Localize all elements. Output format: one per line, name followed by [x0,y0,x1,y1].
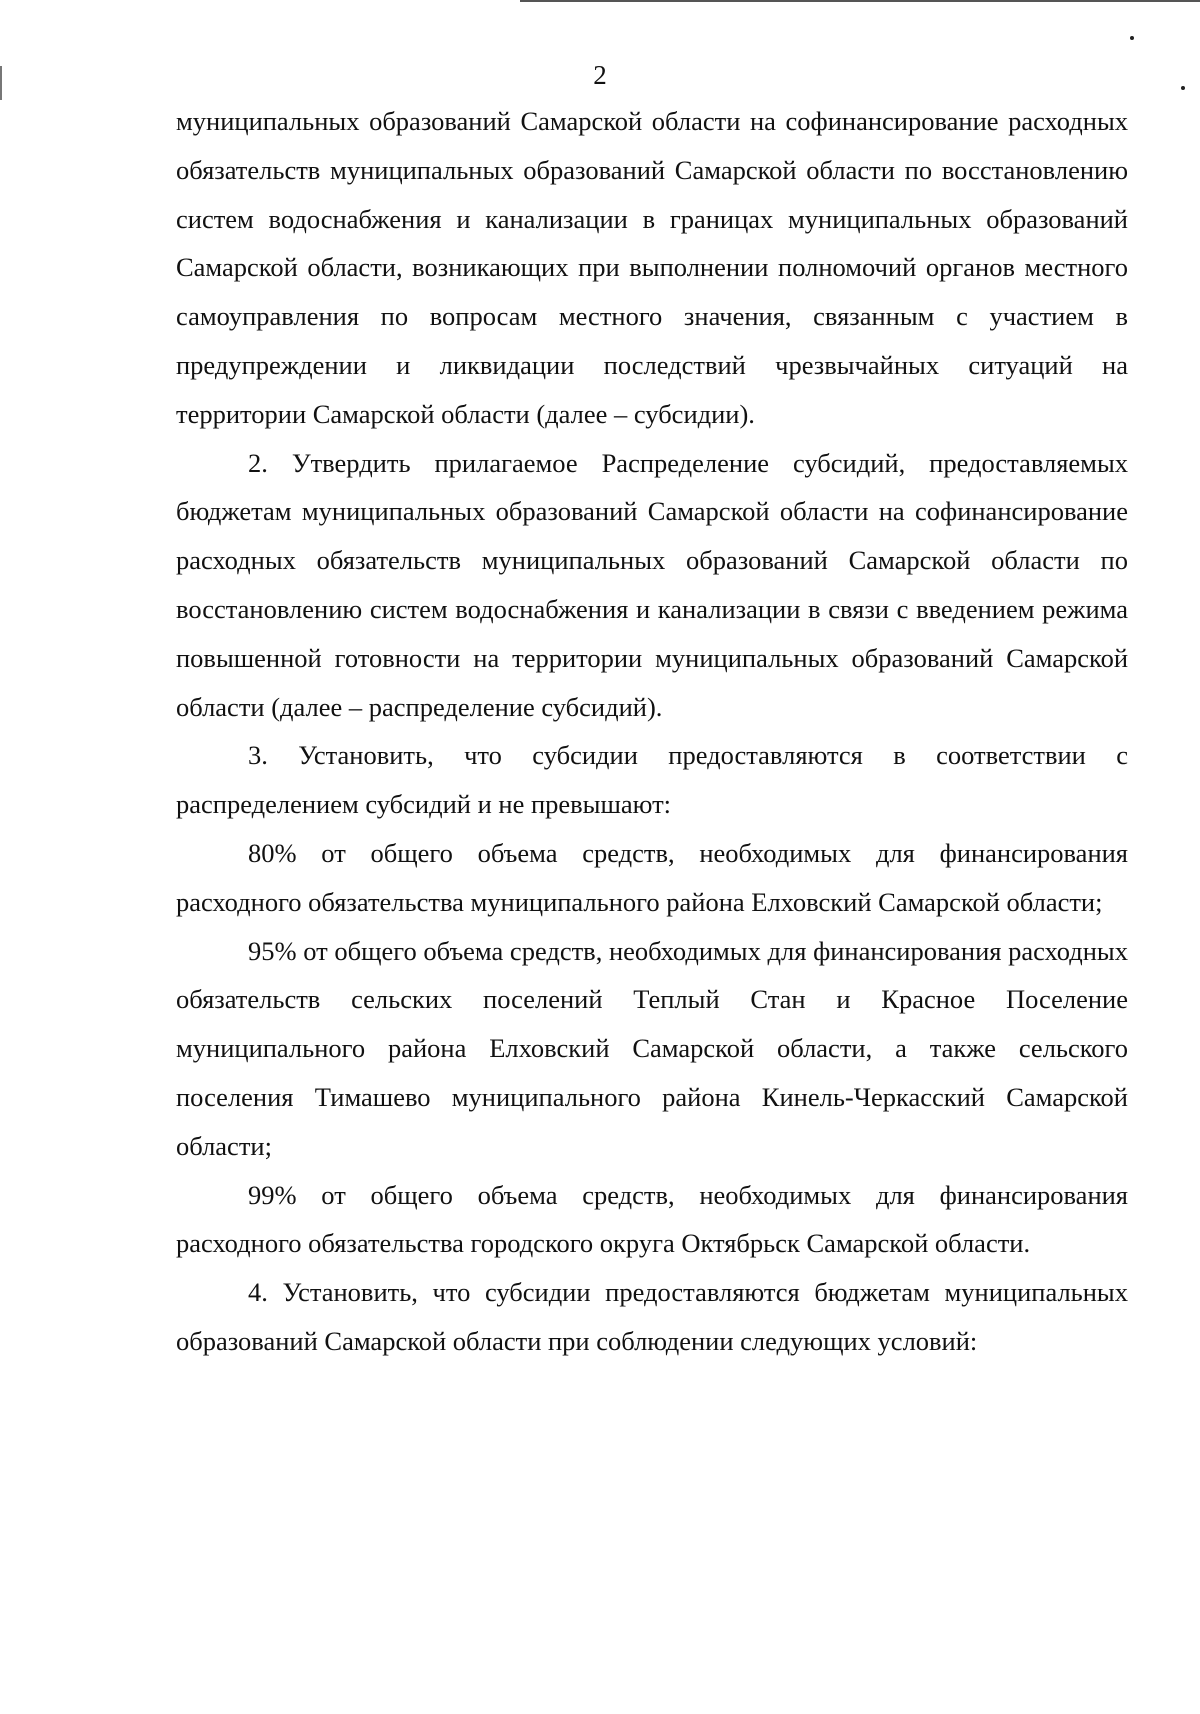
document-body [176,97,1128,1366]
page-number: 2 [593,60,607,90]
top-edge-line [520,0,1200,2]
paragraph-subsidies-definition: муниципальных образований Самарской области на софинансирование расходных обязательств муниципальных образований Самарской области по восстановлению систем водоснабжения и канализации в границах муниципальных образований Самарской области, возникающих при выполнении полномочий органов местного самоуправления по вопросам местного значения, связанным с участием в предупреждении и ликвидации последствий чрезвычайных ситуаций на территории Самарской области (далее – субсидии). [176,106,1128,429]
paragraph-item-4: 4. Установить, что субсидии предоставляются бюджетам муниципальных образований Самарской области при соблюдении следующих условий: [176,1277,1128,1356]
paragraph-item-3: 3. Установить, что субсидии предоставляются в соответствии с распределением субсидий и не превышают: [176,740,1128,820]
paragraph-99-percent: 99% от общего объема средств, необходимых для финансирования расходного обязательства городского округа Октябрьск Самарской области. [176,1179,1128,1259]
paragraph-80-percent: 80% от общего объема средств, необходимых для финансирования расходного обязательства муниципального района Елховский Самарской области; [176,837,1128,917]
paragraph-item-2: 2. Утвердить прилагаемое Распределение субсидий, предоставляемых бюджетам муниципальных образований Самарской области на софинансирование расходных обязательств муниципальных образований Самарской области по восстановлению систем водоснабжения и канализации в связи с введением режима повышенной готовности на территории муниципальных образований Самарской области (далее – распределение субсидий). [176,447,1128,722]
paragraph-95-percent: 95% от общего объема средств, необходимых для финансирования расходных обязательств сельских поселений Теплый Стан и Красное Поселение муниципального района Елховский Самарской области, а также сельского поселения Тимашево муниципального района Кинель-Черкасский Самарской области; [176,935,1128,1161]
scan-speck [1130,36,1134,40]
